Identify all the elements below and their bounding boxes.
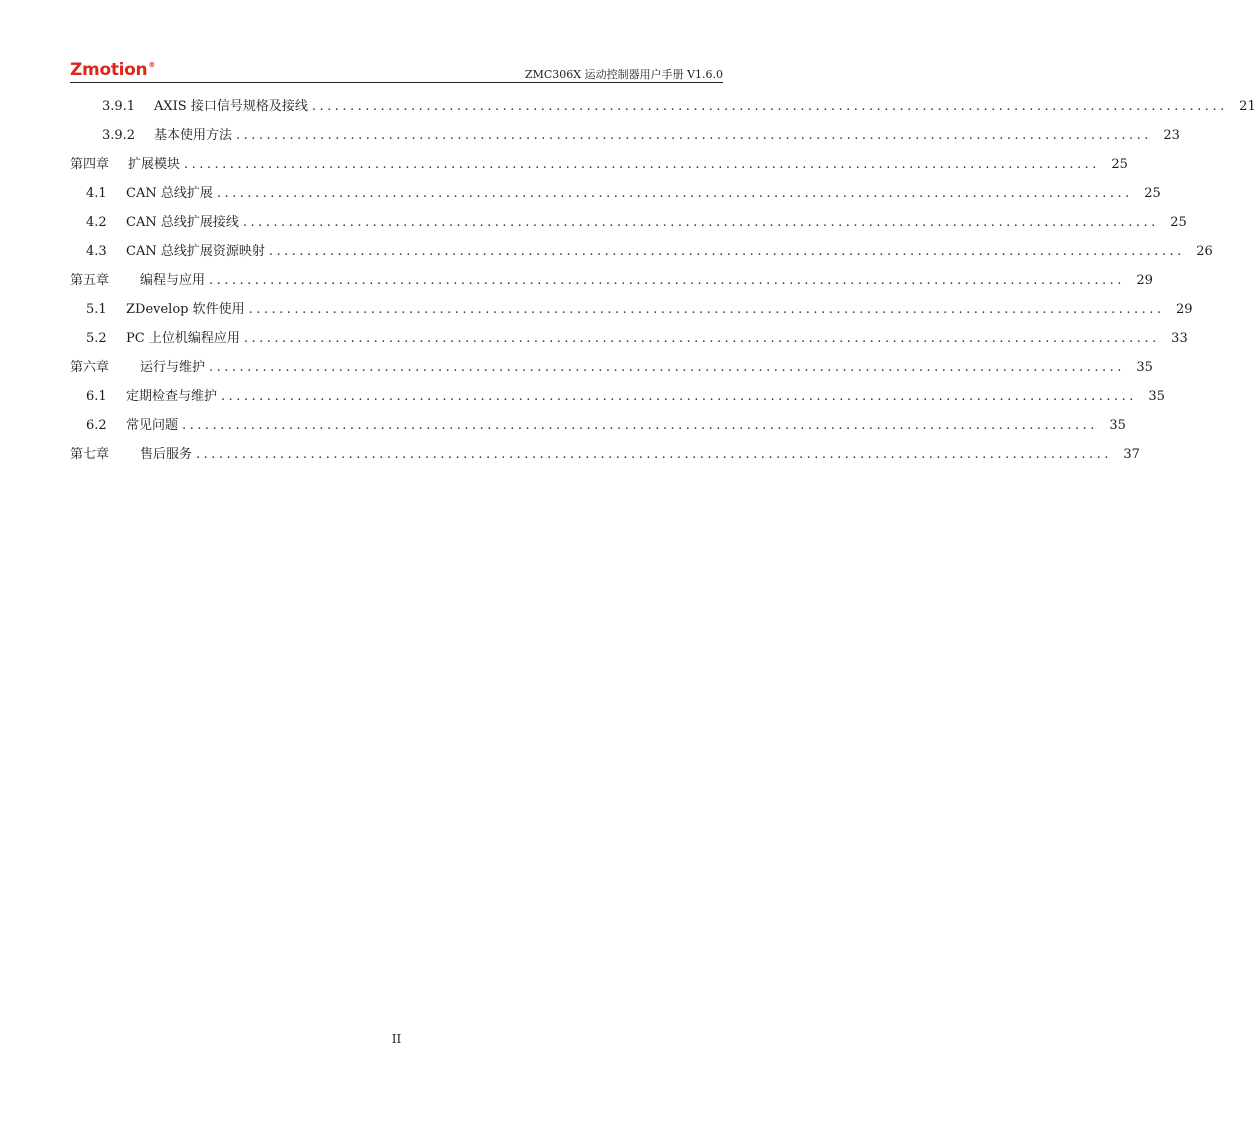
toc-entry-4-3[interactable] [70, 241, 1213, 263]
toc-leader-dots: ........................................................................................................................ [209, 273, 1125, 288]
toc-entry-number: 5.2 [86, 331, 107, 346]
toc-entry-number: 第七章 [70, 447, 110, 462]
toc-entry-title: 常见问题 [126, 418, 179, 433]
toc-entry-title: 售后服务 [140, 447, 193, 462]
toc-entry-page: 21 [1239, 99, 1256, 114]
toc-entry-title: 基本使用方法 [154, 128, 233, 143]
toc-leader-dots: ........................................................................................................................ [209, 360, 1125, 375]
toc-leader-dots: ........................................................................................................................ [248, 302, 1165, 317]
toc-entry-number: 3.9.2 [102, 128, 136, 143]
toc-entry-page: 35 [1136, 360, 1153, 375]
toc-entry-title: PC 上位机编程应用 [126, 331, 240, 346]
toc-entry-title: 扩展模块 [128, 157, 181, 172]
toc-entry-number: 第六章 [70, 360, 110, 375]
toc-entry-number: 6.2 [86, 418, 107, 433]
toc-leader-dots: ........................................................................................................................ [236, 128, 1152, 143]
logo-text: Zmotion [70, 60, 148, 80]
toc-entry-title: CAN 总线扩展 [126, 186, 213, 201]
toc-entry-page: 35 [1148, 389, 1165, 404]
toc-entry-4-1[interactable] [70, 183, 1161, 205]
toc-entry-number: 5.1 [86, 302, 107, 317]
toc-entry-page: 35 [1109, 418, 1126, 433]
toc-leader-dots: ........................................................................................................................ [216, 186, 1133, 201]
registered-mark: ® [148, 61, 156, 69]
toc-entry-number: 4.1 [86, 186, 107, 201]
toc-entry-number: 6.1 [86, 389, 107, 404]
toc-entry-page: 23 [1163, 128, 1180, 143]
toc-leader-dots: ........................................................................................................................ [182, 418, 1098, 433]
toc-leader-dots: ........................................................................................................................ [184, 157, 1100, 172]
toc-entry-chapter-6[interactable] [70, 357, 1153, 379]
page-number: II [391, 1032, 402, 1046]
toc-entry-page: 25 [1111, 157, 1128, 172]
toc-entry-number: 第五章 [70, 273, 110, 288]
toc-entry-page: 29 [1136, 273, 1153, 288]
toc-entry-page: 25 [1170, 215, 1187, 230]
document-title: ZMC306X 运动控制器用户手册 V1.6.0 [524, 68, 723, 81]
toc-entry-chapter-7[interactable] [70, 444, 1140, 466]
toc-entry-3-9-1[interactable] [70, 96, 1256, 118]
toc-entry-number: 第四章 [70, 157, 110, 172]
toc-entry-chapter-4[interactable] [70, 154, 1128, 176]
toc-entry-5-1[interactable] [70, 299, 1193, 321]
toc-leader-dots: ........................................................................................................................ [311, 99, 1228, 114]
toc-entry-title: AXIS 接口信号规格及接线 [154, 99, 308, 114]
toc-entry-number: 4.3 [86, 244, 107, 259]
toc-entry-title: ZDevelop 软件使用 [126, 302, 245, 317]
toc-entry-4-2[interactable] [70, 212, 1187, 234]
toc-leader-dots: ........................................................................................................................ [268, 244, 1185, 259]
toc-entry-6-1[interactable] [70, 386, 1165, 408]
toc-entry-page: 29 [1175, 302, 1193, 317]
toc-entry-page: 33 [1171, 331, 1188, 346]
toc-entry-page: 25 [1144, 186, 1161, 201]
toc-entry-title: 定期检查与维护 [126, 389, 218, 404]
page-header [70, 58, 723, 83]
toc-entry-chapter-5[interactable] [70, 270, 1153, 292]
toc-leader-dots: ........................................................................................................................ [196, 447, 1112, 462]
toc-entry-6-2[interactable] [70, 415, 1126, 437]
toc-leader-dots: ........................................................................................................................ [221, 389, 1137, 404]
toc-entry-title: CAN 总线扩展资源映射 [126, 244, 265, 259]
toc-entry-number: 3.9.1 [102, 99, 136, 114]
toc-entry-title: 编程与应用 [140, 273, 206, 288]
toc-entry-5-2[interactable] [70, 328, 1188, 350]
toc-entry-page: 26 [1196, 244, 1213, 259]
toc-entry-title: CAN 总线扩展接线 [126, 215, 239, 230]
zmotion-logo [70, 60, 155, 80]
toc-entry-page: 37 [1123, 447, 1140, 462]
toc-leader-dots: ........................................................................................................................ [243, 331, 1160, 346]
toc-leader-dots: ........................................................................................................................ [242, 215, 1159, 230]
toc-entry-number: 4.2 [86, 215, 107, 230]
toc-entry-3-9-2[interactable] [70, 125, 1180, 147]
toc-entry-title: 运行与维护 [140, 360, 206, 375]
